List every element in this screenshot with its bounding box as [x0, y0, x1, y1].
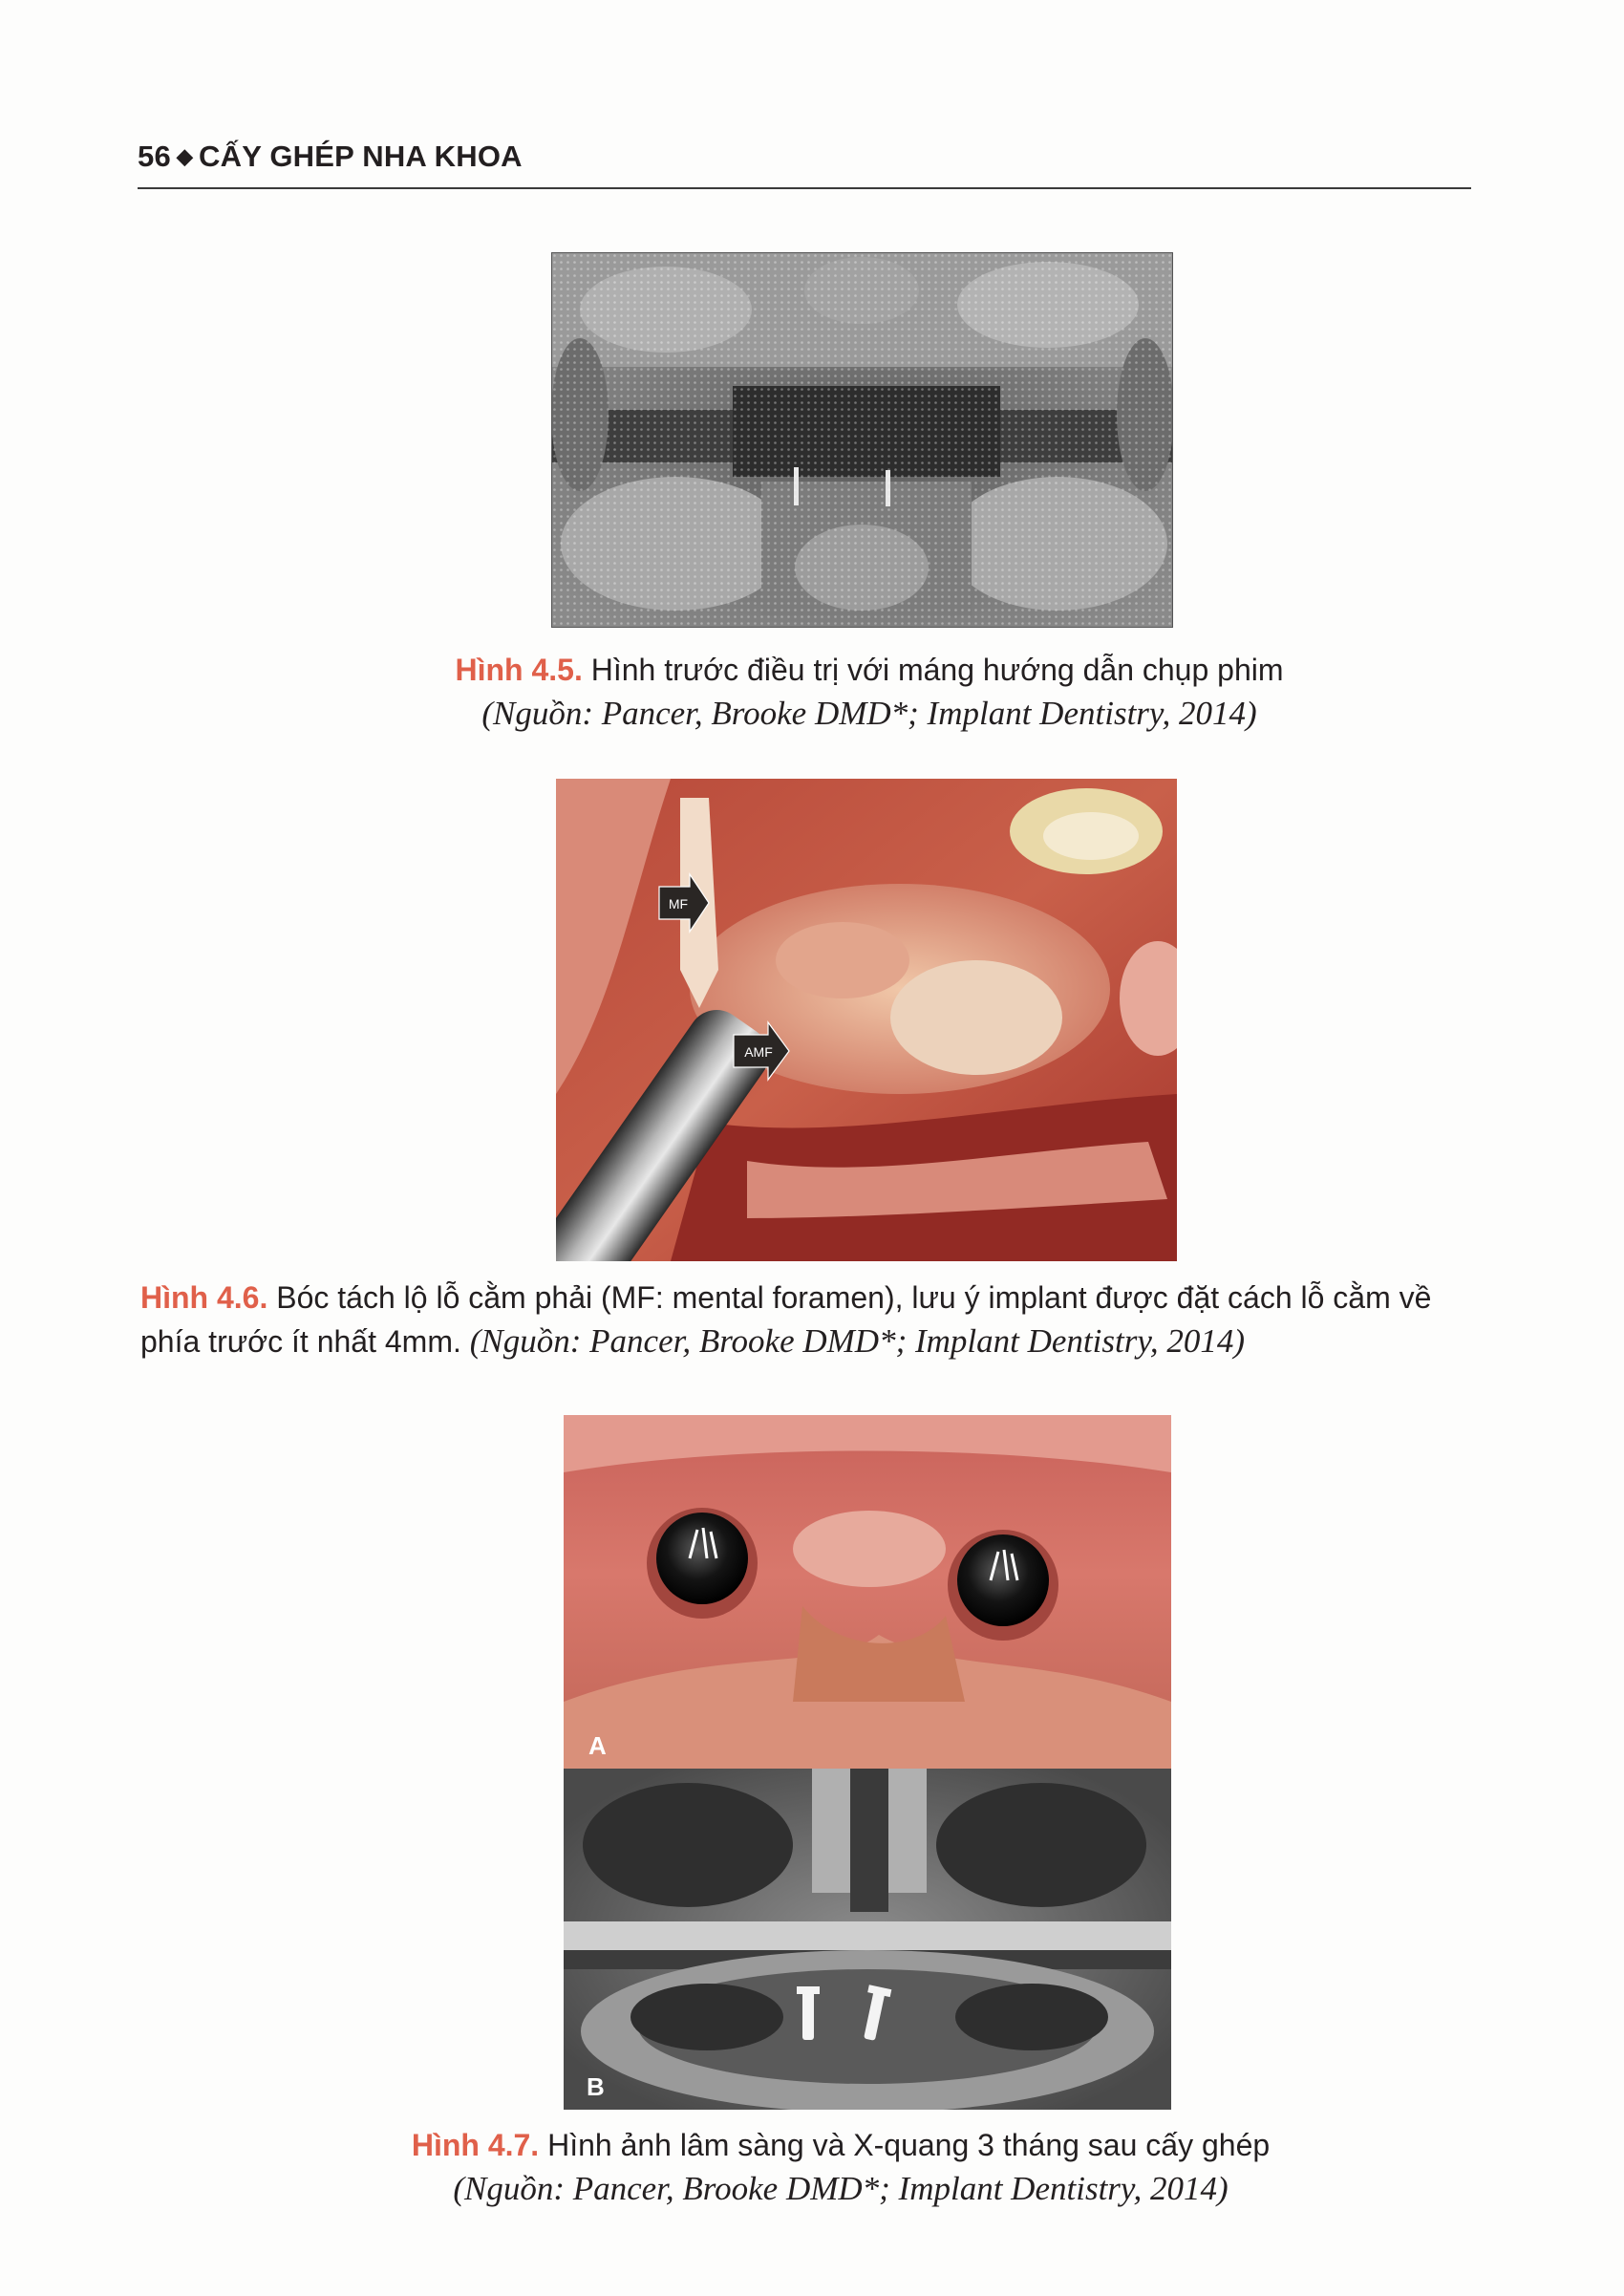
book-title: CẤY GHÉP NHA KHOA: [199, 139, 523, 173]
mf-arrow-label: MF: [668, 896, 689, 912]
figure-4-5-label: Hình 4.5.: [455, 653, 583, 687]
figure-4-6-source: (Nguồn: Pancer, Brooke DMD*; Implant Dentistry, 2014): [469, 1322, 1246, 1360]
figure-4-5-source: (Nguồn: Pancer, Brooke DMD*; Implant Dentistry, 2014): [481, 695, 1257, 732]
panel-a-label: A: [588, 1731, 607, 1760]
amf-arrow-label: AMF: [744, 1044, 773, 1060]
surgical-photo-mental-foramen: [556, 779, 1177, 1261]
figure-4-5-caption: [439, 648, 1299, 736]
figure-4-7-source: (Nguồn: Pancer, Brooke DMD*; Implant Dentistry, 2014): [453, 2170, 1229, 2207]
figure-4-7b-image: [564, 1769, 1171, 2110]
figure-4-7-caption: [363, 2123, 1318, 2211]
figure-4-5-caption-text: Hình trước điều trị với máng hướng dẫn chụp phim: [590, 653, 1284, 687]
page-number: 56: [138, 139, 171, 173]
figure-4-6-image: [556, 779, 1177, 1261]
header-rule: [138, 187, 1471, 189]
figure-4-7-caption-text: Hình ảnh lâm sàng và X-quang 3 tháng sau cấy ghép: [547, 2128, 1271, 2162]
running-head: [138, 139, 523, 174]
panel-b-label: B: [587, 2072, 605, 2101]
figure-4-6-caption: [140, 1276, 1478, 1363]
clinical-photo-healing-abutments: [564, 1415, 1171, 1769]
figure-4-6-caption-text: Bóc tách lộ lỗ cằm phải (MF: mental foramen), lưu ý implant được đặt cách lỗ cằm về phía trước ít nhất 4mm.: [140, 1280, 1432, 1359]
figure-4-7a-image: [564, 1415, 1171, 1769]
figure-4-5-image: [551, 252, 1173, 628]
panoramic-xray-postoperative: [564, 1769, 1171, 2110]
diamond-separator-icon: ◆: [176, 144, 194, 168]
figure-4-7-label: Hình 4.7.: [411, 2128, 540, 2162]
figure-4-6-label: Hình 4.6.: [140, 1280, 268, 1315]
panoramic-xray-guide-image: [551, 252, 1173, 628]
